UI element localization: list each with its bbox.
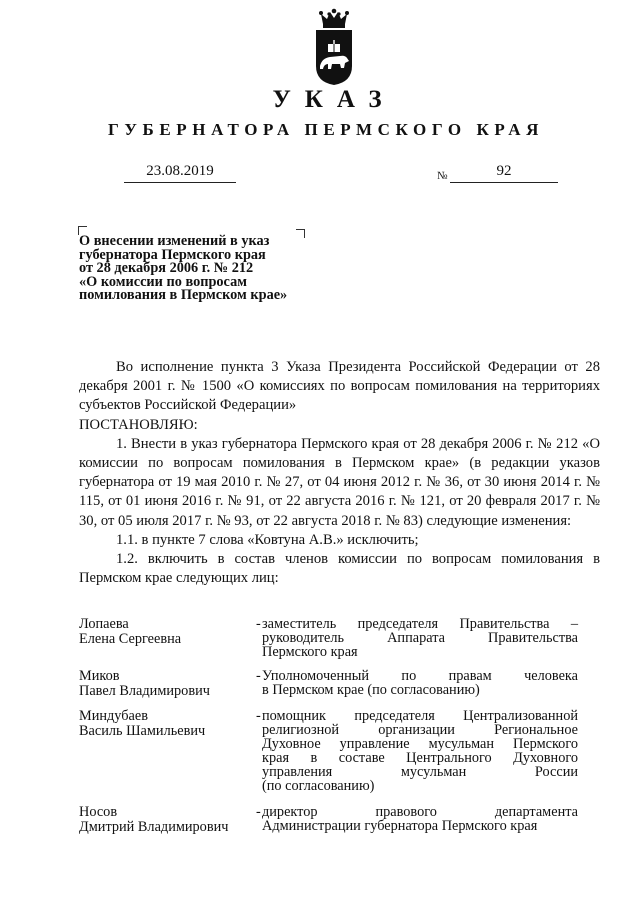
member-surname: Лопаева: [79, 616, 129, 632]
number-label: №: [437, 170, 448, 182]
decree-body: [79, 358, 600, 588]
subject-line: губернатора Пермского края: [79, 246, 266, 263]
decree-date: 23.08.2019: [124, 163, 236, 183]
member-entry: [79, 617, 600, 669]
member-surname: Миндубаев: [79, 708, 148, 724]
role-line: Пермского края: [262, 644, 358, 660]
clause-1-2: 1.2. включить в состав членов комиссии по вопросам помилования в Пермском крае следующих лиц:: [79, 551, 600, 587]
role-line: заместитель председателя Правительства –: [262, 616, 578, 632]
member-name: [79, 669, 257, 699]
role-line: Уполномоченный по правам человека: [262, 668, 578, 684]
dash: -: [256, 668, 261, 684]
decree-subject: [79, 235, 309, 303]
member-surname: Носов: [79, 804, 118, 820]
member-role: [256, 708, 578, 794]
document-type-title: УКАЗ: [272, 86, 396, 113]
subject-line: помилования в Пермском крае»: [79, 287, 288, 304]
member-entry: [79, 669, 600, 709]
members-list: [79, 617, 600, 845]
role-line: Администрации губернатора Пермского края: [262, 818, 538, 834]
decree-number: 92: [450, 163, 558, 183]
member-given-names: Василь Шамильевич: [79, 723, 206, 739]
subject-line: от 28 декабря 2006 г. № 212: [79, 260, 254, 277]
role-line: Духовное управление мусульман Пермского: [262, 736, 578, 752]
member-role: [256, 668, 578, 698]
member-name: [79, 617, 257, 647]
member-role: [256, 804, 578, 834]
clause-1-1: 1.1. в пункте 7 слова «Ковтуна А.В.» исключить;: [116, 531, 419, 548]
role-line: управления мусульман России: [262, 764, 578, 780]
role-line: (по согласованию): [262, 778, 375, 794]
member-name: [79, 709, 257, 739]
subject-line: О внесении изменений в указ: [79, 233, 270, 249]
subject-line: «О комиссии по вопросам: [79, 273, 247, 290]
role-line: религиозной организации Региональное: [262, 722, 578, 738]
coat-of-arms-emblem: [312, 8, 356, 86]
member-given-names: Дмитрий Владимирович: [79, 819, 229, 835]
clause-1: 1. Внести в указ губернатора Пермского края от 28 декабря 2006 г. № 212 «О комиссии по вопросам помилования в Пермском крае» (в редакции указов губернатора от 19 мая 2010 г. № 27, от 04 июня 2012 г. № 36, от 30 июня 2014 г. № 115, от 01 июня 2016 г. № 91, от 22 августа 2016 г. № 121, от 20 февраля 2017 г. № 30, от 05 июля 2017 г. № 93, от 22 августа 2018 г. № 83) следующие изменения:: [79, 435, 600, 529]
member-given-names: Павел Владимирович: [79, 683, 210, 699]
dash: -: [256, 616, 261, 632]
issuer-title: ГУБЕРНАТОРА ПЕРМСКОГО КРАЯ: [108, 120, 544, 139]
intro-paragraph: Во исполнение пункта 3 Указа Президента Российской Федерации от 28 декабря 2001 г. № 1500 «О комиссиях по вопросам помилования на территориях субъектов Российской Федерации»: [79, 359, 600, 414]
member-surname: Миков: [79, 668, 120, 684]
role-line: помощник председателя Централизованной: [262, 708, 578, 724]
role-line: в Пермском крае (по согласованию): [262, 682, 480, 698]
dash: -: [256, 708, 261, 724]
role-line: края в составе Центрального Духовного: [262, 750, 578, 766]
member-role: [256, 616, 578, 660]
role-line: руководитель Аппарата Правительства: [262, 630, 578, 646]
member-entry: [79, 709, 600, 805]
dash: -: [256, 804, 261, 820]
member-entry: [79, 805, 600, 845]
role-line: директор правового департамента: [262, 804, 578, 820]
decree-keyword: ПОСТАНОВЛЯЮ:: [79, 416, 198, 433]
member-given-names: Елена Сергеевна: [79, 631, 182, 647]
member-name: [79, 805, 257, 835]
